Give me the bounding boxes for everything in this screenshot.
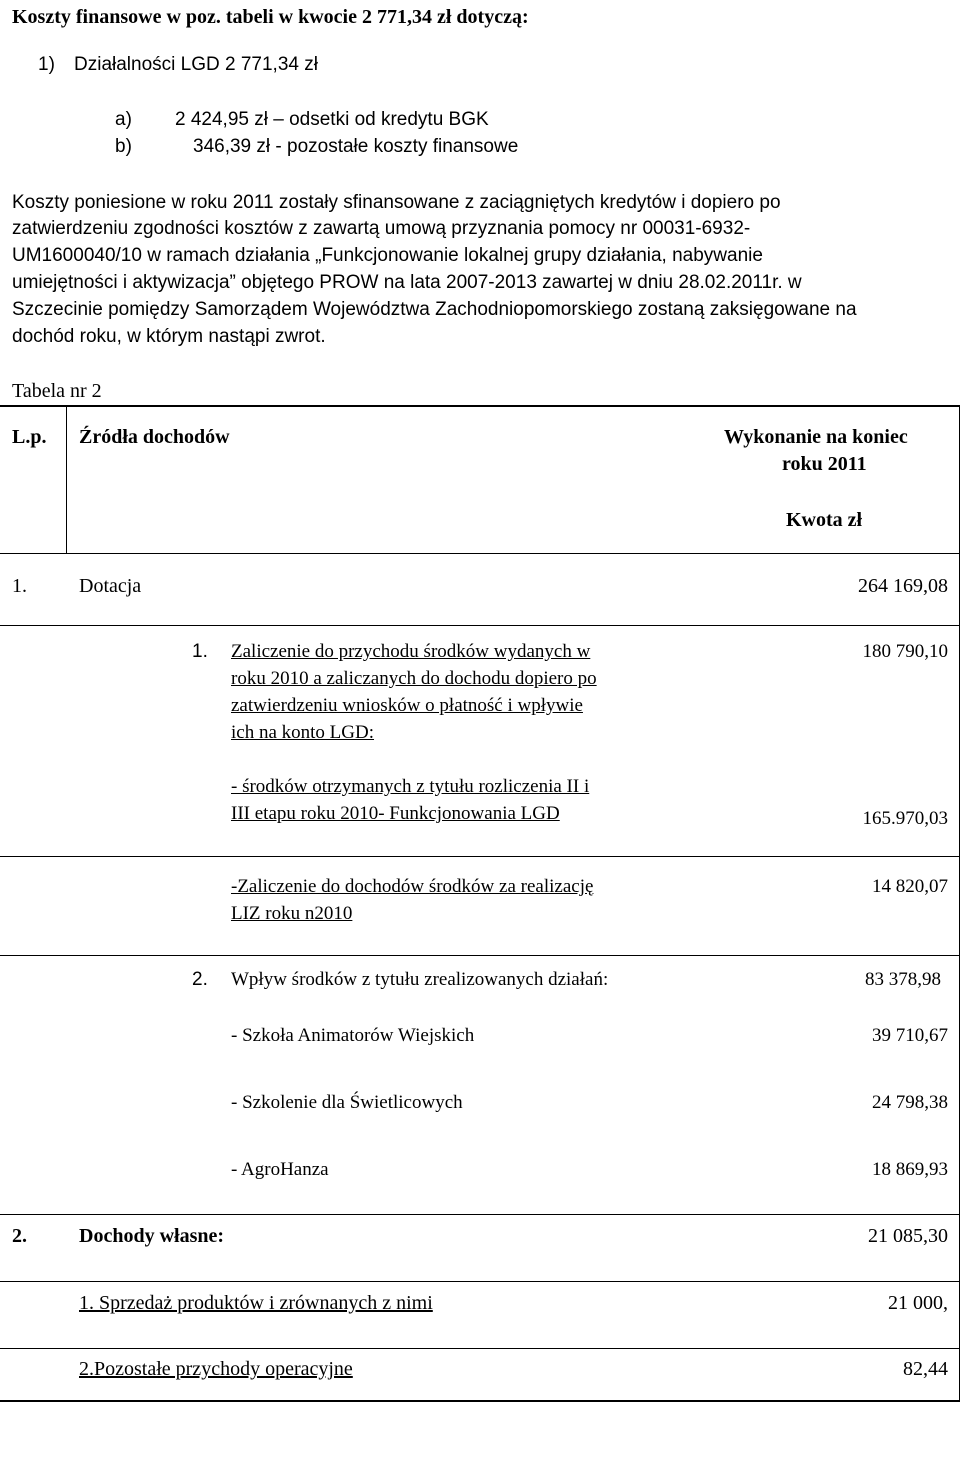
list-letter-b: b) [115, 136, 132, 157]
row-1-label: Dotacja [79, 575, 142, 597]
paragraph-line-1: Koszty poniesione w roku 2011 zostały sfinansowane z zaciągniętych kredytów i dopiero po [12, 192, 781, 213]
list-item-1-text: Działalności LGD 2 771,34 zł [74, 54, 318, 75]
table-divider [0, 553, 960, 554]
sub-liz-line-2: LIZ roku n2010 [231, 903, 353, 924]
row-1-number: 1. [12, 575, 27, 597]
sub-2-item-label: - Szkoła Animatorów Wiejskich [231, 1025, 475, 1046]
sub-1-line-2: roku 2010 a zaliczanych do dochodu dopiero po [231, 668, 597, 689]
sub-2-item-label: - AgroHanza [231, 1159, 329, 1180]
sub-2-item-value: 18 869,93 [872, 1159, 948, 1180]
table-divider [0, 625, 960, 626]
list-item-a-text: 2 424,95 zł – odsetki od kredytu BGK [175, 109, 489, 130]
sub-1-detail-value: 165.970,03 [862, 808, 948, 829]
sub-2-item-value: 39 710,67 [872, 1025, 948, 1046]
table-divider [0, 856, 960, 857]
header-lp: L.p. [12, 426, 47, 448]
paragraph-line-3: UM1600040/10 w ramach działania „Funkcjonowanie lokalnej grupy działania, nabywanie [12, 245, 763, 266]
paragraph-line-5: Szczecinie pomiędzy Samorządem Województwa Zachodniopomorskiego zostaną zaksięgowane na [12, 299, 857, 320]
sub-1-detail-line-1: - środków otrzymanych z tytułu rozliczenia II i [231, 776, 590, 797]
sub-1-value: 180 790,10 [862, 641, 948, 662]
sub-liz-line-1: -Zaliczenie do dochodów środków za realizację [231, 876, 594, 897]
list-letter-a: a) [115, 109, 132, 130]
sub-2-value: 83 378,98 [865, 969, 941, 990]
sub-1-detail-line-2: III etapu roku 2010- Funkcjonowania LGD [231, 803, 560, 824]
row-2-label: Dochody własne: [79, 1225, 225, 1247]
table-title: Tabela nr 2 [12, 380, 102, 402]
header-amount: Kwota zł [786, 509, 863, 531]
table-top-border [0, 405, 960, 407]
sub-1-number: 1. [192, 641, 208, 662]
sub-1-line-3: zatwierdzeniu wniosków o płatność i wpływie [231, 695, 583, 716]
sub-2-item-value: 24 798,38 [872, 1092, 948, 1113]
table-column-divider [66, 406, 67, 554]
list-number-1: 1) [38, 54, 55, 75]
row-2-sub-1-value: 21 000, [888, 1292, 948, 1314]
sub-1-line-4: ich na konto LGD: [231, 722, 375, 743]
row-2-sub-2-text: 2.Pozostałe przychody operacyjne [79, 1358, 353, 1380]
sub-2-label: Wpływ środków z tytułu zrealizowanych działań: [231, 969, 609, 990]
sub-1-line-1: Zaliczenie do przychodu środków wydanych w [231, 641, 591, 662]
table-divider [0, 1281, 960, 1282]
header-source: Źródła dochodów [79, 426, 230, 448]
sub-2-item-label: - Szkolenie dla Świetlicowych [231, 1092, 463, 1113]
paragraph-line-2: zatwierdzeniu zgodności kosztów z zawartą umową przyznania pomocy nr 00031-6932- [12, 218, 751, 239]
sub-2-number: 2. [192, 969, 208, 990]
table-divider [0, 1214, 960, 1215]
table-divider [0, 1348, 960, 1349]
table-divider [0, 955, 960, 956]
row-2-value: 21 085,30 [868, 1225, 948, 1247]
paragraph-line-6: dochód roku, w którym nastąpi zwrot. [12, 326, 326, 347]
row-2-number: 2. [12, 1225, 27, 1247]
row-2-sub-1-label [79, 1292, 433, 1315]
list-item-b-text: 346,39 zł - pozostałe koszty finansowe [193, 136, 519, 157]
header-execution-line1: Wykonanie na koniec [724, 426, 908, 448]
paragraph-line-4: umiejętności i aktywizacja” objętego PROW na lata 2007-2013 zawartej w dniu 28.02.2011r. w [12, 272, 802, 293]
table-bottom-border [0, 1400, 960, 1402]
sub-liz-value: 14 820,07 [872, 876, 948, 897]
row-2-sub-2-value: 82,44 [903, 1358, 948, 1380]
row-2-sub-1-text: 1. Sprzedaż produktów i zrównanych z nimi [79, 1292, 433, 1314]
section-heading: Koszty finansowe w poz. tabeli w kwocie 2 771,34 zł dotyczą: [12, 6, 529, 28]
header-execution-line2: roku 2011 [782, 453, 867, 475]
row-1-value: 264 169,08 [858, 575, 948, 597]
row-2-sub-2-label [79, 1358, 353, 1381]
